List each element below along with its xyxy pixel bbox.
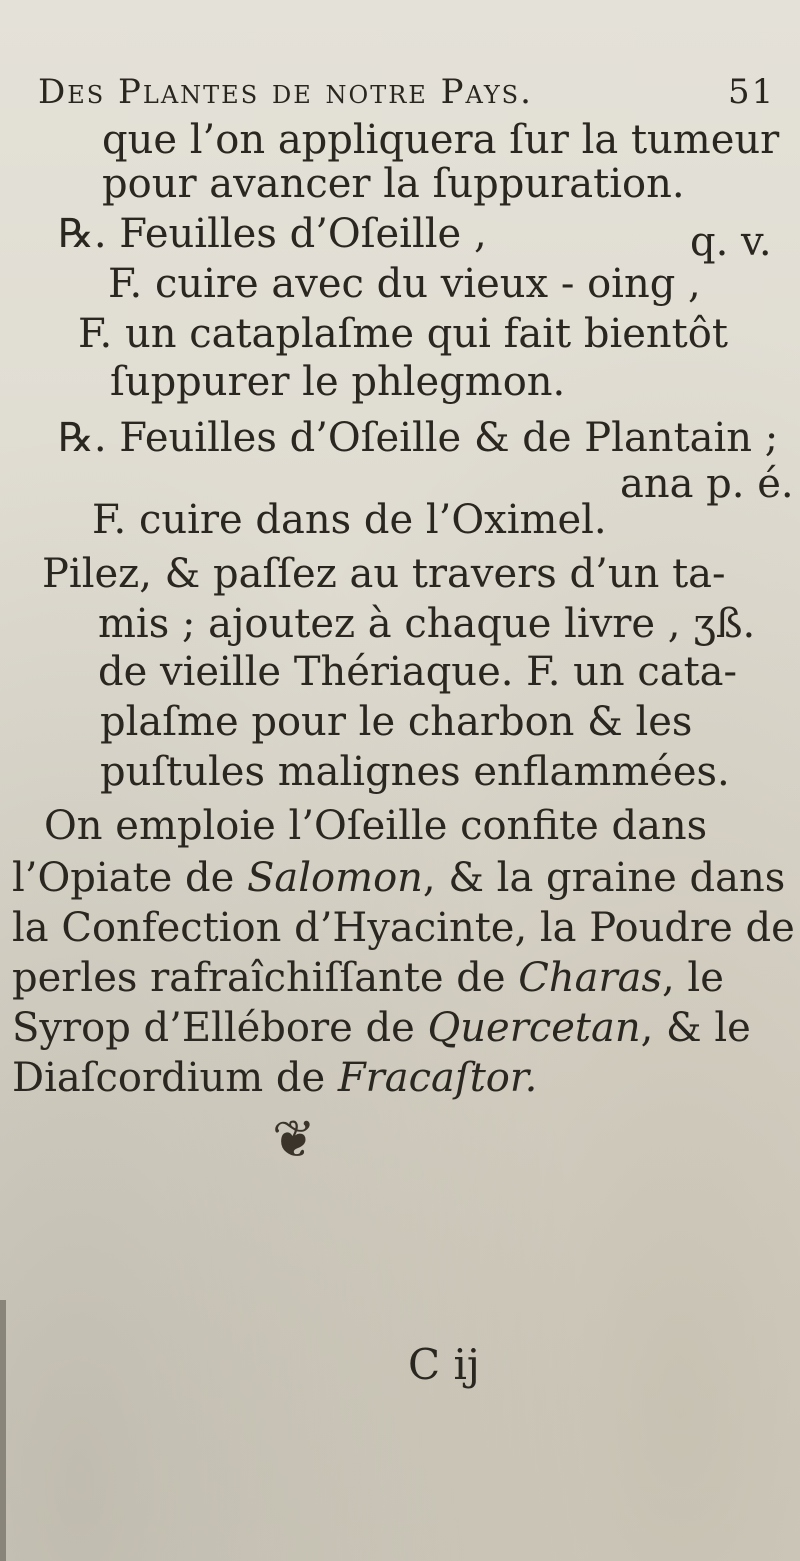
proper-name: Charas [518,955,662,1001]
text-line: ana p. é. [620,461,794,507]
text-line: mis ; ajoutez à chaque livre , ʒß. [98,601,756,647]
text-line: puſtules malignes enflammées. [100,749,730,795]
text-line: Pilez, & paſſez au travers d’un ta- [42,551,726,597]
running-header [38,70,533,114]
text-line: On emploie l’Oſeille confite dans [44,803,708,849]
running-title: Des Plantes de notre Pays. [38,72,533,112]
proper-name: Salomon [247,855,423,901]
text-line: Syrop d’Ellébore de Quercetan, & le [12,1005,751,1051]
text-line: F. cuire avec du vieux - oing , [108,261,701,307]
text-line: pour avancer la ſuppuration. [102,161,685,207]
proper-name: Quercetan [427,1005,641,1051]
text-line: perles rafraîchiſſante de Charas, le [12,955,724,1001]
text-line: que l’on appliquera ſur la tumeur [102,117,780,163]
text-line: de vieille Thériaque. F. un cata- [98,649,738,695]
page-edge [0,1300,6,1561]
text-line: ℞. Feuilles d’Oſeille , [58,211,487,257]
text-line: plaſme pour le charbon & les [100,699,693,745]
ornament-icon: ❦ [272,1110,316,1170]
signature-mark: C ij [408,1340,480,1389]
text-line: l’Opiate de Salomon, & la graine dans [12,855,786,901]
text-line: F. un cataplaſme qui fait bientôt [78,311,728,357]
text-line: la Confection d’Hyacinte, la Poudre de [12,905,795,951]
text-line: Diaſcordium de Fracaſtor. [12,1055,538,1101]
text-line: F. cuire dans de l’Oximel. [92,497,607,543]
text-line: ℞. Feuilles d’Oſeille & de Plantain ; [58,415,779,461]
page-number: 51 [728,72,776,112]
text-line: q. v. [690,219,772,265]
text-line: ſuppurer le phlegmon. [110,359,566,405]
proper-name: Fracaſtor. [337,1055,538,1101]
